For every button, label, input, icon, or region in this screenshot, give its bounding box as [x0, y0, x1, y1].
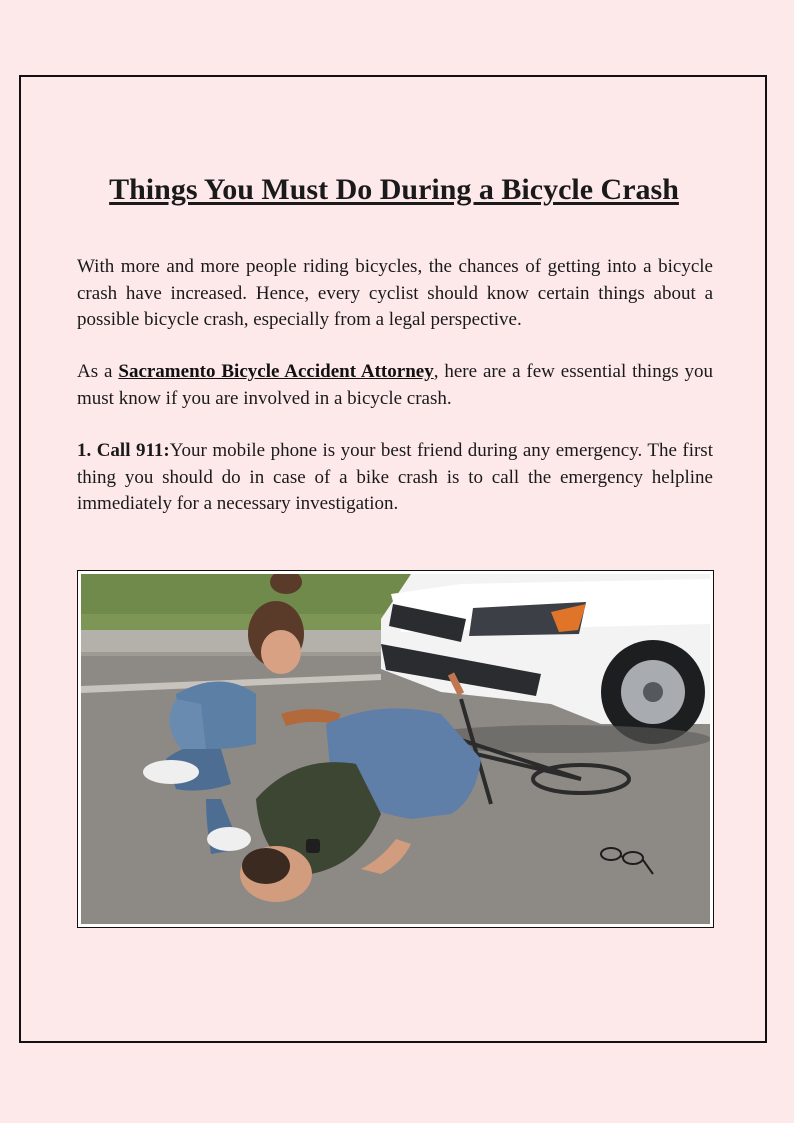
crash-photo-frame	[77, 570, 714, 928]
page-title: Things You Must Do During a Bicycle Crash	[109, 173, 679, 206]
crash-photo	[81, 574, 710, 924]
intro-paragraph: With more and more people riding bicycles, the chances of getting into a bicycle crash have increased. Hence, every cyclist should know certain things about a possible bicycle crash, especially from a legal perspective.	[77, 256, 713, 330]
page-border-frame	[19, 75, 767, 1043]
attorney-paragraph	[77, 359, 713, 412]
step1-text: Your mobile phone is your best friend during any emergency. The first thing you should do in case of a bike crash is to call the emergency helpline immediately for a necessary investigation.	[77, 440, 713, 514]
attorney-prefix: As a	[77, 361, 119, 382]
step1-heading: 1. Call 911:	[77, 440, 170, 461]
attorney-link[interactable]: Sacramento Bicycle Accident Attorney	[118, 361, 434, 382]
attorney-suffix: , here are a few essential things you must know if you are involved in a bicycle crash.	[77, 361, 713, 409]
curb	[81, 630, 411, 652]
step1-paragraph	[77, 438, 713, 518]
